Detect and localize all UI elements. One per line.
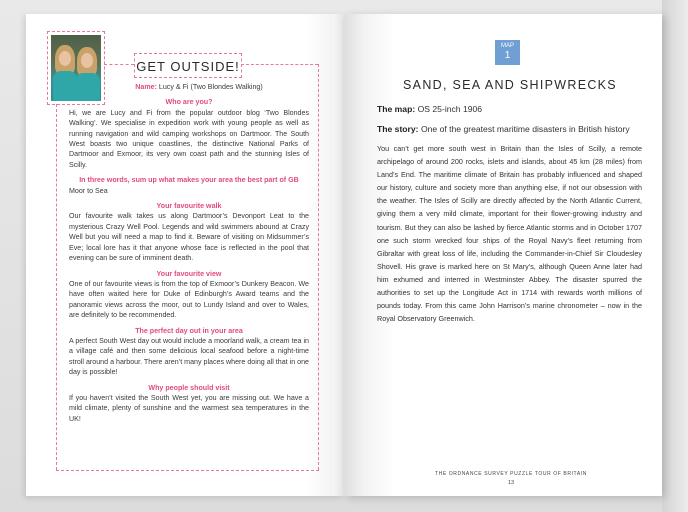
map-info	[377, 104, 482, 114]
dashed-border-left	[56, 104, 57, 470]
face-right	[81, 53, 93, 68]
question-three-words: In three words, sum up what makes your area the best part of GB	[79, 176, 299, 185]
story-label: The story:	[377, 124, 419, 134]
answer-walk: Our favourite walk takes us along Dartmoor’s Devonport Leat to the mysterious Crazy Well Pool. Legends and wild swimmers abound at Crazy Well but you will need a map to find it. Beware of visiting on Midsummer’s Eve; local lore has it that anyone whose face is reflected in the pool that evening can be sure of imminent death.	[69, 212, 309, 263]
question-day-out: The perfect day out in your area	[135, 326, 243, 335]
question-why-visit: Why people should visit	[148, 383, 230, 392]
dashed-border-bottom	[56, 470, 319, 471]
answer-view: One of our favourite views is from the top of Exmoor’s Dunkery Beacon. We have often waited here for Duke of Edinburgh’s Award teams and the panoramic views across the moor, out to Lundy Island and over to Wales, are definitely to be recommended.	[69, 279, 309, 320]
answer-day-out: A perfect South West day out would include a moorland walk, a cream tea in a village café and then some delicious local seafood before a night-time stroll around a harbour. There aren’t many places where doing all that in one day is possible!	[69, 336, 309, 377]
dashed-connector	[104, 64, 134, 65]
page-number: 13	[507, 480, 515, 486]
name-line	[89, 82, 309, 92]
story-info	[377, 124, 630, 134]
badge-label: MAP	[500, 43, 514, 49]
face-left	[59, 51, 71, 66]
book-footer: THE ORDNANCE SURVEY PUZZLE TOUR OF BRITAIN	[435, 471, 587, 477]
dashed-border-top	[241, 64, 318, 65]
chapter-title: SAND, SEA AND SHIPWRECKS	[403, 78, 617, 92]
section-title: GET OUTSIDE!	[136, 58, 240, 74]
question-view: Your favourite view	[156, 269, 222, 278]
map-value: OS 25-inch 1906	[417, 104, 483, 114]
name-label: Name:	[135, 83, 157, 91]
interview-content	[69, 82, 309, 424]
badge-number: 1	[504, 50, 511, 61]
map-label: The map:	[377, 104, 416, 114]
dashed-border-right	[318, 64, 319, 470]
question-who: Who are you?	[165, 98, 213, 107]
story-body: You can’t get more south west in Britain than the Isles of Scilly, a remote archipelago of around 200 rocks, islets and islands, about 45 km (28 miles) from Land’s End. The maritime climate of Britain has probably influenced and shaped our history, culture and society more than anything else, if not our obsession with the weather. The Isles of Scilly are directly affected by the North Atlantic Current, giving them a very mild climate, important for their flower-growing industry and tourism. But they can also be lashed by fierce Atlantic storms and in October 1707 one such storm wrecked four ships of the Royal Navy’s fleet returning from Gibraltar with great loss of life, including the Commander-in-Chief Sir Cloudesley Shovell. His grave is marked here on St Mary’s, although Queen Anne later had him exhumed and interred in Westminster Abbey. The disaster spurred the authorities to set up the Longitude Act in 1714 with rewards worth millions of pounds today. From this came John Harrison’s marine chronometer – now in the Royal Observatory Greenwich.	[377, 144, 642, 324]
background-shade	[662, 0, 688, 512]
question-walk: Your favourite walk	[156, 202, 222, 211]
answer-who: Hi, we are Lucy and Fi from the popular outdoor blog ‘Two Blondes Walking’. We specialise in expedition work with young people as well as running navigation and wild camping workshops on Dartmoor. The South West boasts two unique coastlines, the distinctive National Parks of Dartmoor and Exmoor, its very own coast path and the stunning Isles of Scilly.	[69, 108, 309, 169]
name-value: Lucy & Fi (Two Blondes Walking)	[158, 83, 263, 91]
answer-why-visit: If you haven’t visited the South West yet, you are missing out. We have a mild climate, plenty of sunshine and the warmest sea temperatures in the UK!	[69, 393, 309, 423]
story-value: One of the greatest maritime disasters in British history	[420, 124, 630, 134]
map-number-badge	[495, 40, 520, 65]
answer-three-words: Moor to Sea	[69, 186, 108, 195]
